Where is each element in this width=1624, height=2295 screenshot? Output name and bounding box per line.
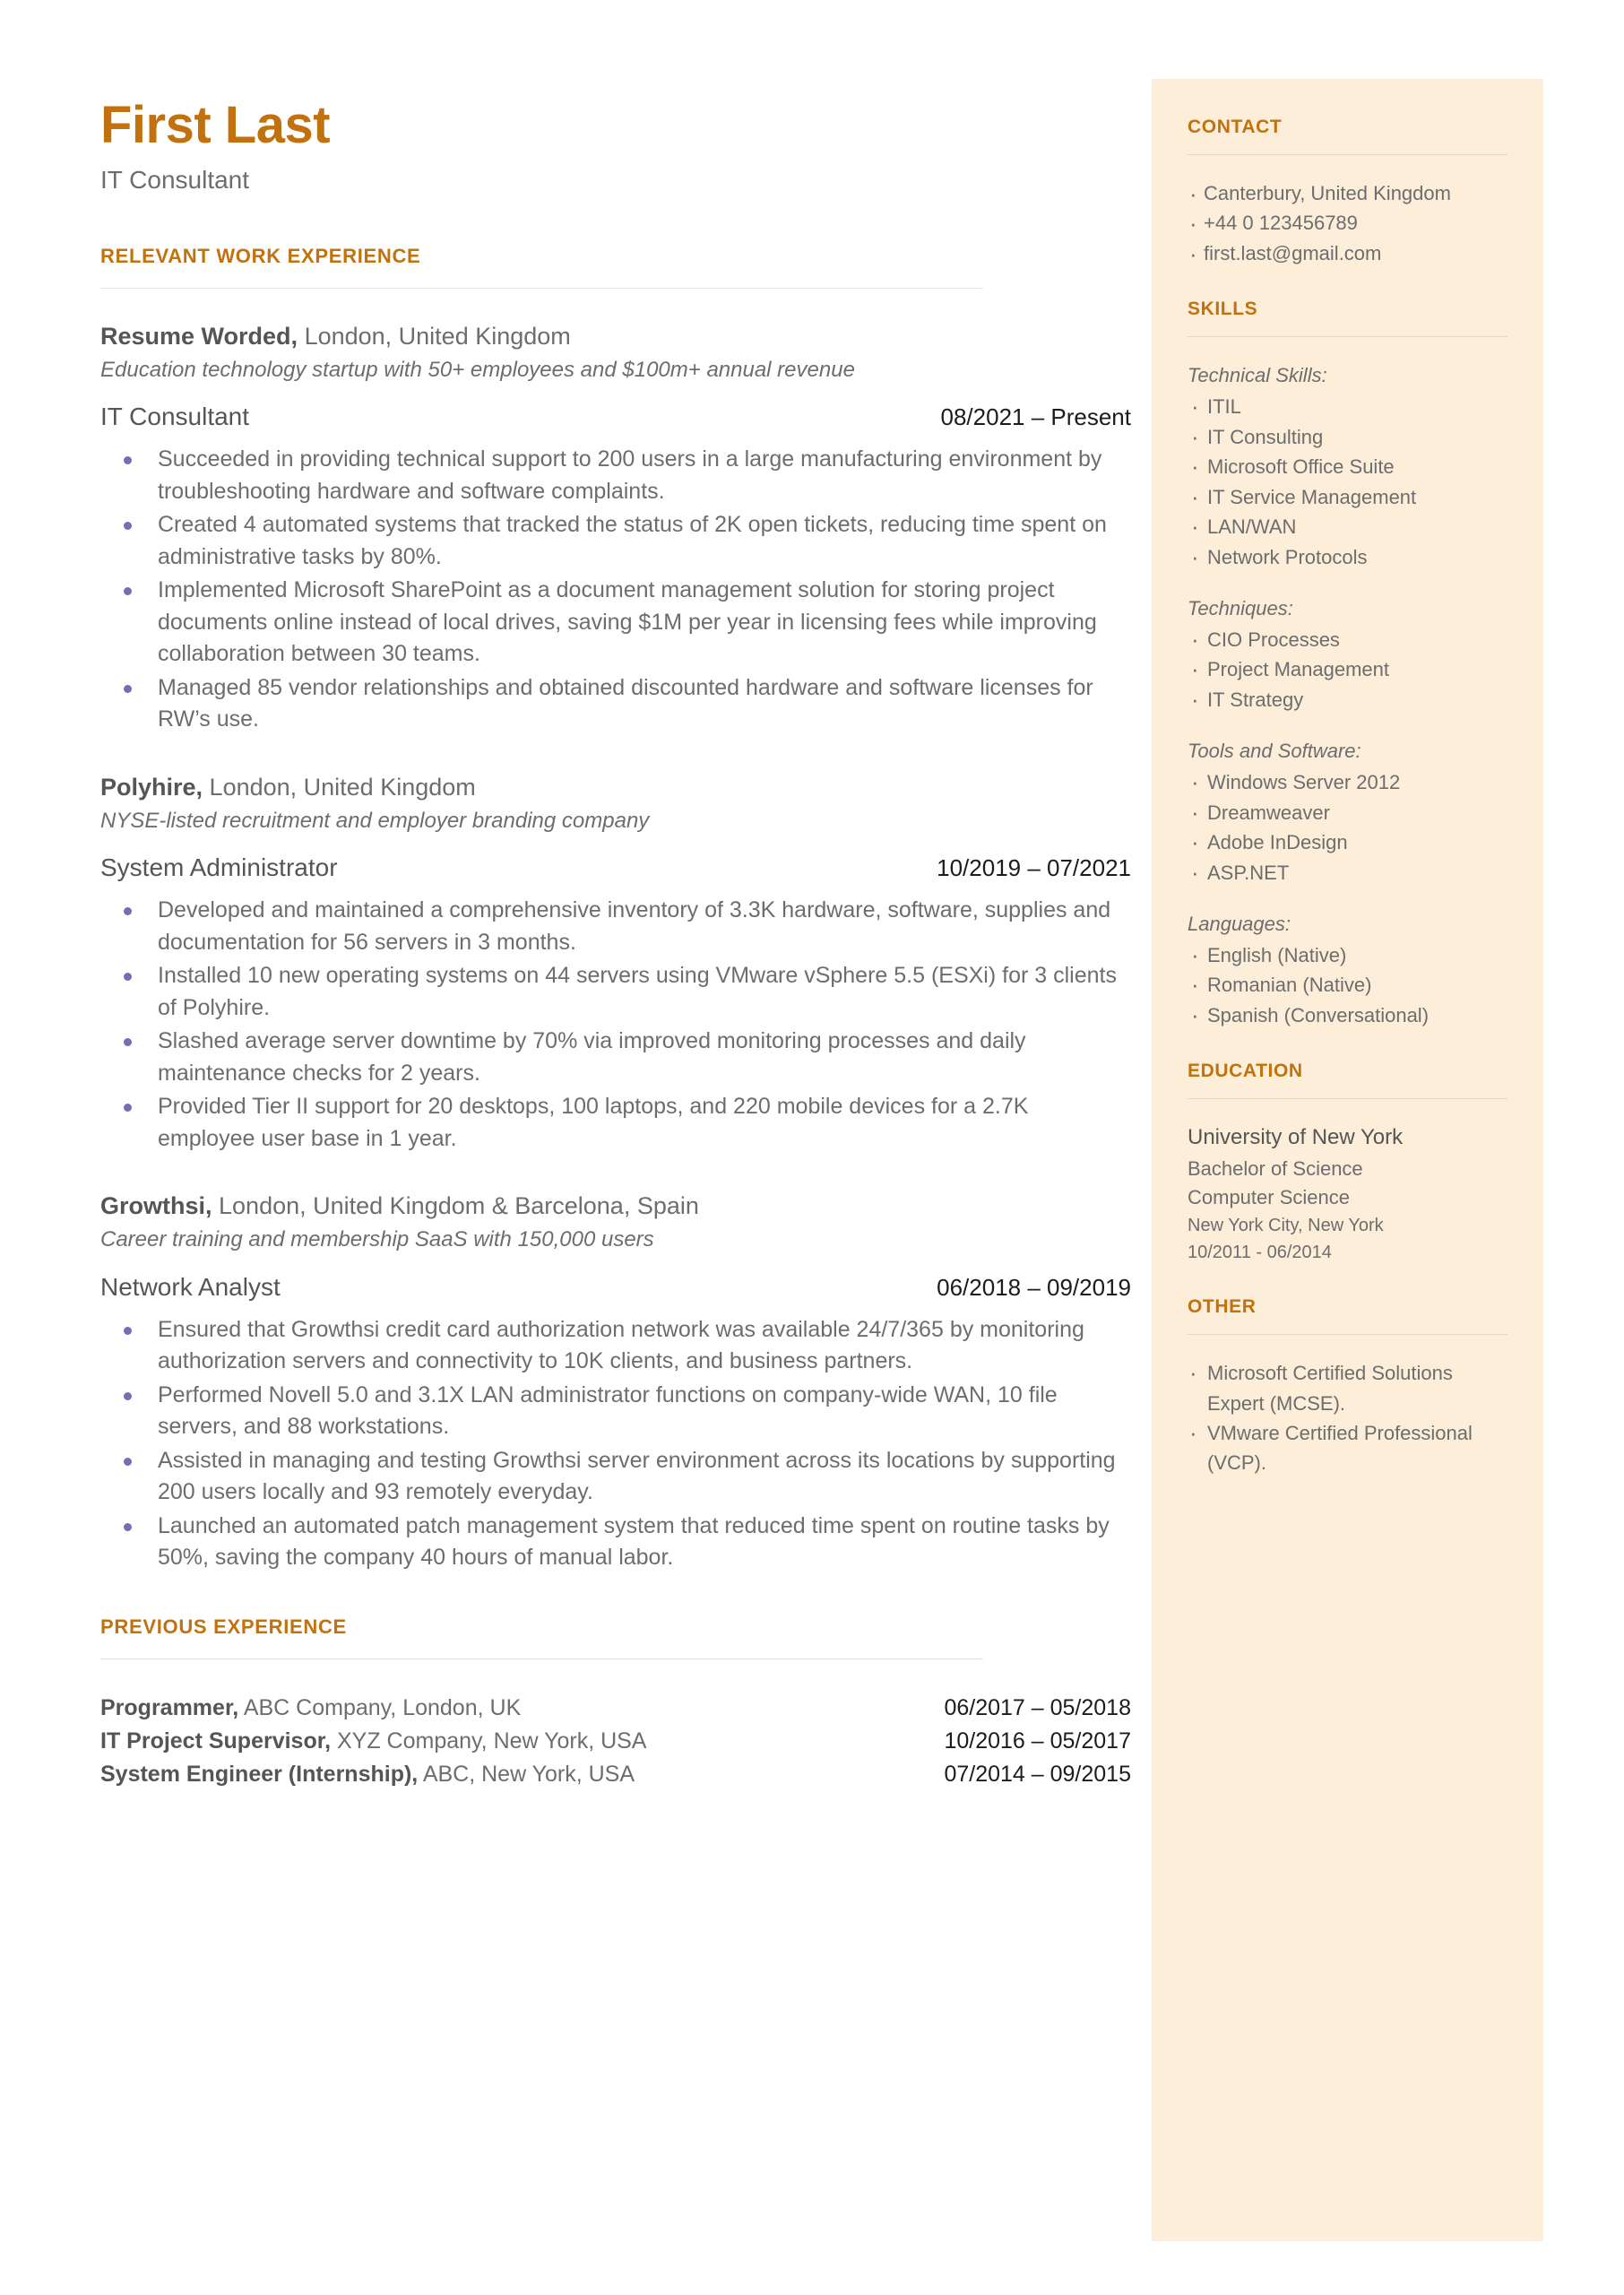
previous-rows [100, 1692, 1131, 1791]
previous-experience-row [100, 1692, 1131, 1725]
skill-item: · ASP.NET [1188, 858, 1507, 888]
divider [1188, 1334, 1507, 1335]
skill-group-title: Techniques: [1188, 596, 1293, 619]
skill-item: · Dreamweaver [1188, 798, 1507, 827]
job-entry [100, 1191, 1131, 1573]
divider [1188, 336, 1507, 337]
section-heading-previous: PREVIOUS EXPERIENCE [100, 1615, 347, 1638]
job-bullet: Slashed average server downtime by 70% via improved monitoring processes and daily maintenance checks for 2 years. [100, 1026, 1131, 1089]
skill-item: · IT Service Management [1188, 482, 1507, 512]
skill-item: · IT Strategy [1188, 685, 1507, 714]
previous-role-title: Programmer, [100, 1694, 239, 1720]
skill-item: · IT Consulting [1188, 422, 1507, 452]
job-entry [100, 321, 1131, 736]
sidebar [1152, 79, 1543, 2241]
previous-role-detail: ABC Company, London, UK [238, 1694, 522, 1720]
job-role-row [100, 1273, 1131, 1302]
skill-group-title: Technical Skills: [1188, 364, 1327, 387]
skill-item: · Adobe InDesign [1188, 827, 1507, 857]
skills-section [1188, 299, 1507, 1030]
education-school: University of New York [1188, 1125, 1404, 1150]
section-heading-work: RELEVANT WORK EXPERIENCE [100, 244, 421, 267]
job-bullet: Ensured that Growthsi credit card authorization network was available 24/7/365 by monitoring authorization servers and connectivity to 10K clients, and business partners. [100, 1314, 1131, 1378]
contact-list [1188, 178, 1507, 268]
skill-group [1188, 360, 1507, 572]
sidebar-heading-education: EDUCATION [1188, 1061, 1303, 1082]
sidebar-heading-contact: CONTACT [1188, 117, 1283, 137]
previous-experience-row [100, 1725, 1131, 1758]
jobs-list [100, 321, 1131, 1574]
job-company-line [100, 321, 1131, 352]
job-company-name: Growthsi, [100, 1192, 212, 1220]
previous-experience-row [100, 1758, 1131, 1791]
skill-group [1188, 593, 1507, 714]
job-bullet-list [100, 444, 1131, 736]
skill-group-title: Languages: [1188, 913, 1291, 935]
skill-list [1188, 767, 1507, 888]
job-bullet: Created 4 automated systems that tracked the status of 2K open tickets, reducing time spent on administrative tasks by 80%. [100, 509, 1131, 573]
job-dates: 10/2019 – 07/2021 [937, 854, 1131, 882]
education-section [1188, 1061, 1507, 1266]
job-bullet: Performed Novell 5.0 and 3.1X LAN administrator functions on company-wide WAN, 10 file servers, and 88 workstations. [100, 1380, 1131, 1443]
skill-item: · CIO Processes [1188, 625, 1507, 654]
contact-item: · first.last@gmail.com [1188, 238, 1507, 268]
job-bullet: Launched an automated patch management system that reduced time spent on routine tasks by 50%, saving the company 40 hours of manual labor. [100, 1511, 1131, 1574]
divider [1188, 1098, 1507, 1099]
skill-item: · Romanian (Native) [1188, 970, 1507, 1000]
other-item: · VMware Certified Professional (VCP). [1188, 1418, 1507, 1478]
job-location: London, United Kingdom & Barcelona, Spain [212, 1192, 699, 1220]
job-role-title: System Administrator [100, 853, 338, 882]
job-role-row [100, 403, 1131, 431]
skill-item: · Spanish (Conversational) [1188, 1000, 1507, 1030]
skill-list [1188, 940, 1507, 1030]
skill-group [1188, 909, 1507, 1030]
job-bullet: Succeeded in providing technical support to 200 users in a large manufacturing environment by troubleshooting hardware and software complaints. [100, 444, 1131, 507]
sidebar-heading-skills: SKILLS [1188, 299, 1258, 320]
job-bullet: Managed 85 vendor relationships and obtained discounted hardware and software licenses for RW’s use. [100, 672, 1131, 736]
sidebar-heading-other: OTHER [1188, 1296, 1257, 1318]
job-company-description: Education technology startup with 50+ employees and $100m+ annual revenue [100, 357, 855, 382]
education-dates: 10/2011 - 06/2014 [1188, 1243, 1332, 1263]
previous-experience-section [100, 1615, 1131, 1791]
job-location: London, United Kingdom [298, 322, 571, 350]
skill-list [1188, 392, 1507, 572]
skill-list [1188, 625, 1507, 714]
divider [100, 288, 983, 289]
contact-item: · Canterbury, United Kingdom [1188, 178, 1507, 208]
previous-role-detail: ABC, New York, USA [418, 1761, 635, 1787]
other-section [1188, 1296, 1507, 1478]
job-bullet-list [100, 895, 1131, 1155]
previous-role-title: System Engineer (Internship), [100, 1761, 419, 1787]
skill-item: · Project Management [1188, 654, 1507, 684]
skills-groups [1188, 360, 1507, 1030]
job-company-name: Resume Worded, [100, 322, 298, 350]
skill-item: · Windows Server 2012 [1188, 767, 1507, 797]
job-entry [100, 772, 1131, 1155]
job-bullet: Developed and maintained a comprehensive inventory of 3.3K hardware, software, supplies and documentation for 56 servers in 3 months. [100, 895, 1131, 958]
contact-item: · +44 0 123456789 [1188, 208, 1507, 238]
job-location: London, United Kingdom [203, 773, 476, 801]
main-column [100, 96, 1131, 1791]
job-company-line [100, 772, 1131, 803]
job-company-description: Career training and membership SaaS with 150,000 users [100, 1227, 654, 1252]
header-subtitle: IT Consultant [100, 165, 250, 194]
job-company-name: Polyhire, [100, 773, 203, 801]
skill-item: · English (Native) [1188, 940, 1507, 970]
previous-role-dates: 07/2014 – 09/2015 [944, 1761, 1131, 1787]
divider [100, 1658, 983, 1659]
relevant-work-experience-section [100, 245, 1131, 1574]
job-role-row [100, 853, 1131, 882]
previous-role-dates: 06/2017 – 05/2018 [944, 1694, 1131, 1720]
job-company-line [100, 1191, 1131, 1222]
previous-role-dates: 10/2016 – 05/2017 [944, 1728, 1131, 1754]
job-bullet-list [100, 1314, 1131, 1574]
job-dates: 08/2021 – Present [940, 403, 1131, 431]
previous-role-title: IT Project Supervisor, [100, 1728, 332, 1754]
page-title: First Last [100, 96, 331, 154]
education-degree: Bachelor of Science [1188, 1157, 1363, 1181]
education-location: New York City, New York [1188, 1216, 1384, 1236]
skill-item: · LAN/WAN [1188, 512, 1507, 541]
job-role-title: IT Consultant [100, 403, 250, 431]
previous-role-line [100, 1725, 647, 1758]
education-major: Computer Science [1188, 1186, 1350, 1209]
job-bullet: Assisted in managing and testing Growthsi server environment across its locations by supporting 200 users locally and 93 remotely everyday. [100, 1445, 1131, 1509]
previous-role-line [100, 1692, 521, 1725]
previous-role-line [100, 1758, 635, 1791]
contact-section [1188, 117, 1507, 268]
job-bullet: Installed 10 new operating systems on 44 servers using VMware vSphere 5.5 (ESXi) for 3 clients of Polyhire. [100, 960, 1131, 1024]
job-bullet: Implemented Microsoft SharePoint as a document management solution for storing project documents online instead of local drives, saving $1M per year in licensing fees while improving collaboration between 30 teams. [100, 575, 1131, 671]
job-company-description: NYSE-listed recruitment and employer branding company [100, 808, 650, 833]
divider [1188, 154, 1507, 155]
skill-item: · Microsoft Office Suite [1188, 452, 1507, 481]
other-list [1188, 1358, 1507, 1478]
job-bullet: Provided Tier II support for 20 desktops, 100 laptops, and 220 mobile devices for a 2.7K employee user base in 1 year. [100, 1091, 1131, 1155]
skill-item: · Network Protocols [1188, 542, 1507, 572]
skill-item: · ITIL [1188, 392, 1507, 421]
job-role-title: Network Analyst [100, 1272, 281, 1301]
previous-role-detail: XYZ Company, New York, USA [331, 1728, 647, 1754]
other-item: · Microsoft Certified Solutions Expert (MCSE). [1188, 1358, 1507, 1418]
skill-group [1188, 736, 1507, 888]
skill-group-title: Tools and Software: [1188, 740, 1361, 763]
job-dates: 06/2018 – 09/2019 [937, 1273, 1131, 1301]
